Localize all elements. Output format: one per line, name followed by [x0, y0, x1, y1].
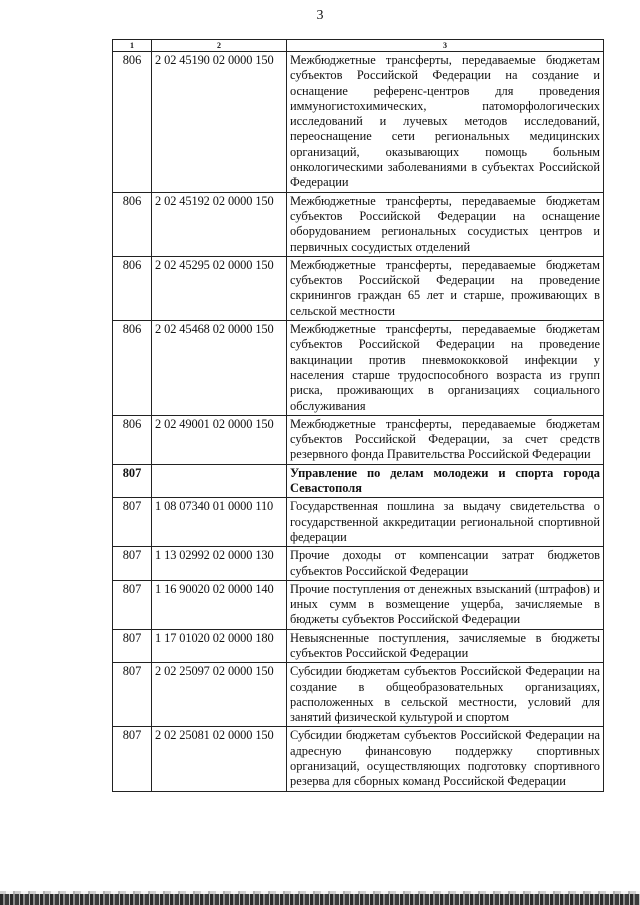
page-number: 3 [316, 8, 324, 23]
table-row [113, 580, 604, 629]
table-row [113, 629, 604, 663]
description-cell: Государственная пошлина за выдачу свидетельства о государственной аккредитации региональной спортивной федерации [287, 498, 604, 547]
description-cell: Межбюджетные трансферты, передаваемые бюджетам субъектов Российской Федерации на создание и оснащение референс-центров для проведения иммуногистохимических, патоморфологических исследований и лучевых методов исследований, переоснащение сети региональных медицинских организаций, оказывающих помощь больным онкологическими заболеваниями в субъектах Российской Федерации [287, 52, 604, 193]
budget-code-cell: 2 02 25097 02 0000 150 [152, 663, 287, 727]
admin-code-cell: 806 [113, 52, 152, 193]
description-cell: Управление по делам молодежи и спорта города Севастополя [287, 464, 604, 498]
admin-code-cell: 807 [113, 547, 152, 581]
table-row [113, 256, 604, 320]
admin-code-cell: 806 [113, 415, 152, 464]
description-cell: Невыясненные поступления, зачисляемые в бюджеты субъектов Российской Федерации [287, 629, 604, 663]
table-row [113, 727, 604, 791]
budget-code-cell: 2 02 25081 02 0000 150 [152, 727, 287, 791]
description-cell: Межбюджетные трансферты, передаваемые бюджетам субъектов Российской Федерации на оснащение оборудованием региональных сосудистых центров и первичных сосудистых отделений [287, 192, 604, 256]
revenue-codes-table [112, 39, 604, 792]
description-cell: Межбюджетные трансферты, передаваемые бюджетам субъектов Российской Федерации на проведение вакцинации против пневмококковой инфекции у населения старше трудоспособного возраста из групп риска, проживающих в организациях социального обслуживания [287, 321, 604, 416]
admin-code-cell: 807 [113, 727, 152, 791]
table-row [113, 547, 604, 581]
admin-code-cell: 807 [113, 580, 152, 629]
column-header-1: 1 [113, 40, 152, 52]
column-header-3: 3 [287, 40, 604, 52]
table-group-row [113, 464, 604, 498]
budget-code-cell: 1 08 07340 01 0000 110 [152, 498, 287, 547]
budget-code-cell: 1 16 90020 02 0000 140 [152, 580, 287, 629]
budget-code-cell: 2 02 49001 02 0000 150 [152, 415, 287, 464]
budget-code-cell: 1 17 01020 02 0000 180 [152, 629, 287, 663]
description-cell: Межбюджетные трансферты, передаваемые бюджетам субъектов Российской Федерации на проведение скринингов граждан 65 лет и старше, проживающих в сельской местности [287, 256, 604, 320]
table-row [113, 52, 604, 193]
description-cell: Межбюджетные трансферты, передаваемые бюджетам субъектов Российской Федерации, за счет средств резервного фонда Правительства Российской Федерации [287, 415, 604, 464]
description-cell: Субсидии бюджетам субъектов Российской Федерации на создание в общеобразовательных организациях, расположенных в сельской местности, условий для занятий физической культурой и спортом [287, 663, 604, 727]
admin-code-cell: 806 [113, 192, 152, 256]
admin-code-cell: 806 [113, 321, 152, 416]
budget-code-cell: 2 02 45468 02 0000 150 [152, 321, 287, 416]
scan-edge-artifact [0, 894, 640, 905]
table-body [113, 52, 604, 792]
table-row [113, 192, 604, 256]
description-cell: Прочие доходы от компенсации затрат бюджетов субъектов Российской Федерации [287, 547, 604, 581]
column-header-2: 2 [152, 40, 287, 52]
description-cell: Субсидии бюджетам субъектов Российской Федерации на адресную финансовую поддержку спортивных организаций, осуществляющих подготовку спортивного резерва для сборных команд Российской Федерации [287, 727, 604, 791]
admin-code-cell: 806 [113, 256, 152, 320]
table-row [113, 663, 604, 727]
table-header-row [113, 40, 604, 52]
table-row [113, 415, 604, 464]
admin-code-cell: 807 [113, 629, 152, 663]
table-row [113, 321, 604, 416]
description-cell: Прочие поступления от денежных взысканий (штрафов) и иных сумм в возмещение ущерба, зачисляемые в бюджеты субъектов Российской Федерации [287, 580, 604, 629]
admin-code-cell: 807 [113, 498, 152, 547]
budget-code-cell: 2 02 45295 02 0000 150 [152, 256, 287, 320]
budget-code-cell: 2 02 45190 02 0000 150 [152, 52, 287, 193]
budget-code-cell: 1 13 02992 02 0000 130 [152, 547, 287, 581]
budget-code-cell: 2 02 45192 02 0000 150 [152, 192, 287, 256]
budget-code-cell [152, 464, 287, 498]
admin-code-cell: 807 [113, 464, 152, 498]
table-row [113, 498, 604, 547]
admin-code-cell: 807 [113, 663, 152, 727]
